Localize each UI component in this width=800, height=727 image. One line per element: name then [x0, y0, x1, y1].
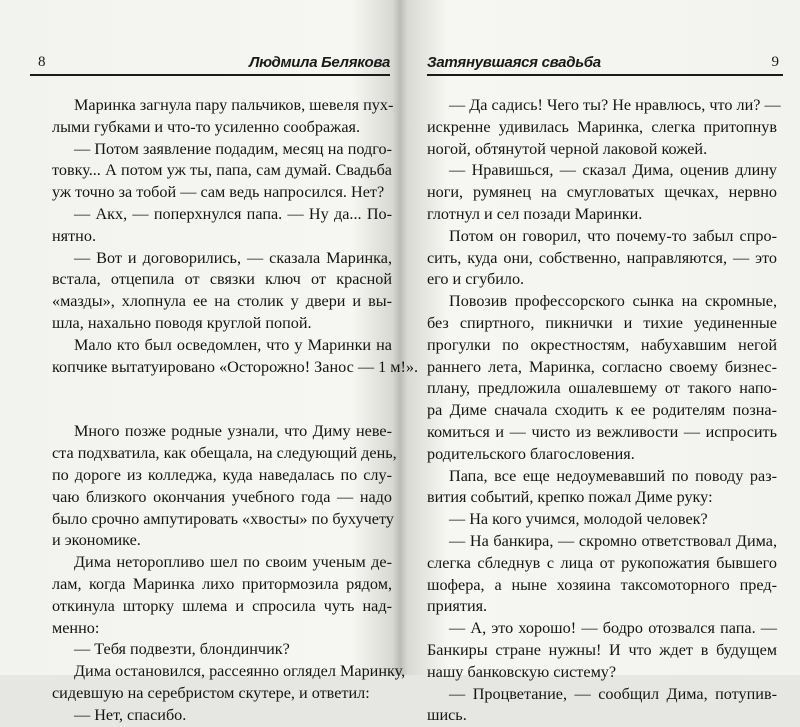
- right-page: [400, 0, 800, 725]
- text-line: Папа, все еще недоумевавший по поводу раз-: [449, 466, 777, 485]
- text-line: по дороге из колледжа, куда наведалась по слу-: [52, 465, 392, 484]
- text-line: без спиртного, пикнички и тихие уединенные: [427, 313, 777, 332]
- paragraph: [52, 705, 392, 727]
- text-line: шись.: [427, 706, 467, 725]
- paragraph: [427, 291, 777, 465]
- text-line: — На кого учимся, молодой человек?: [449, 510, 708, 529]
- left-running-head: Людмила Белякова: [249, 54, 390, 71]
- text-line: Мало кто был осведомлен, что у Маринки на: [74, 335, 392, 354]
- text-line: и экономике.: [52, 531, 141, 550]
- text-line: — Нравишься, — сказал Дима, оценив длину: [449, 161, 777, 180]
- paragraph: [52, 248, 392, 335]
- text-line: искренне удивилась Маринка, слегка притопнув: [427, 117, 777, 136]
- paragraph: [52, 204, 392, 248]
- text-line: приятия.: [427, 597, 488, 616]
- text-line: прогулки по окрестностям, набухавшим негой: [427, 335, 777, 354]
- text-line: родительского благословения.: [427, 444, 635, 463]
- text-line: — Тебя подвезти, блондинчик?: [74, 640, 290, 659]
- paragraph: [52, 639, 392, 661]
- text-line: нашу банковскую систему?: [427, 662, 617, 681]
- paragraph: [427, 684, 777, 727]
- right-page-number: 9: [771, 54, 779, 70]
- text-line: встала, отцепила от связки ключ от красной: [52, 270, 392, 289]
- paragraph: [427, 95, 781, 160]
- left-page-number: 8: [38, 54, 46, 70]
- text-line: — Да садись! Чего ты? Не нравлюсь, что ли? —: [449, 96, 781, 114]
- text-line: уж точно за тобой — сам ведь напросился. Нет?: [52, 183, 385, 202]
- text-line: копчике вытатуировано «Осторожно! Занос — 1 м!».: [52, 357, 418, 376]
- right-page-body: [427, 95, 781, 727]
- text-line: Дима остановился, рассеянно оглядел Маринку,: [74, 662, 406, 681]
- text-line: сидевшую на серебристом скутере, и ответил:: [52, 683, 370, 702]
- text-line: — Процветание, — сообщил Дима, потупив-: [449, 684, 777, 703]
- paragraph: [427, 531, 777, 618]
- paragraph: [427, 466, 777, 510]
- text-line: Дима неторопливо шел по своим ученым де-: [74, 553, 392, 572]
- text-line: глотнул и сел позади Маринки.: [427, 204, 643, 223]
- text-line: нятно.: [52, 226, 96, 245]
- text-line: — Вот и договорились, — сказала Маринка,: [74, 248, 392, 267]
- text-line: сить, куда они, собственно, направляются, — это: [427, 248, 777, 267]
- text-line: товку... А потом уж ты, папа, сам думай. Свадьба: [52, 161, 392, 180]
- text-line: вития событий, крепко пожал Диме руку:: [427, 488, 713, 507]
- text-line: лам, когда Маринка лихо притормозила рядом,: [52, 574, 392, 593]
- text-line: было срочно ампутировать «хвосты» по бухучету: [52, 509, 394, 528]
- text-line: — На банкира, — скромно ответствовал Дима,: [449, 531, 777, 550]
- paragraph: [427, 226, 777, 291]
- text-line: откинула шторку шлема и спросила чуть над-: [52, 596, 392, 615]
- text-line: Потом он говорил, что почему-то забыл спро-: [449, 226, 777, 245]
- text-line: — Акх, — поперхнулся папа. — Ну да... По-: [74, 204, 392, 223]
- text-line: ноги, румянец на смугловатых щечках, нервно: [427, 183, 777, 202]
- paragraph: [52, 661, 406, 705]
- text-line: плану, предложила ошалевшему от такого напо-: [427, 379, 777, 398]
- text-line: Маринка загнула пару пальчиков, шевеля пух-: [74, 96, 394, 114]
- text-line: Повозив профессорского сынка на скромные,: [449, 292, 777, 311]
- text-line: менно:: [52, 618, 100, 637]
- text-line: — Нет, спасибо.: [74, 705, 187, 724]
- paragraph: [52, 335, 418, 379]
- text-line: слегка сбледнув с лица от рукопожатия бывшего: [427, 553, 777, 572]
- paragraph: [52, 421, 397, 552]
- text-line: шофера, а ныне хозяина таксомоторного пред-: [427, 575, 777, 594]
- text-line: Много позже родные узнали, что Диму неве-: [74, 422, 392, 441]
- text-line: «мазды», хлопнула ее на столик у двери и вы-: [52, 292, 392, 311]
- text-line: ра Диме сначала сходить к ее родителям позна-: [427, 401, 777, 420]
- text-line: — Потом заявление подадим, месяц на подго-: [74, 139, 392, 158]
- text-line: комиться и — чисто из вежливости — испросить: [427, 422, 777, 441]
- paragraph: [52, 139, 392, 204]
- text-line: его и сгубило.: [427, 270, 525, 289]
- text-line: Банкиры стране нужны! И что ждет в будущем: [427, 640, 777, 659]
- text-line: лыми губками и что-то усиленно соображая.: [52, 117, 361, 136]
- paragraph: [52, 95, 392, 139]
- paragraph: [427, 160, 777, 225]
- left-page-header: [30, 46, 390, 76]
- paragraph: [427, 618, 777, 683]
- left-page-body: [52, 95, 418, 727]
- paragraph: [427, 509, 777, 531]
- text-line: чаю близкого окончания учебного года — надо: [52, 487, 392, 506]
- right-running-head: Затянувшаяся свадьба: [427, 54, 601, 71]
- text-line: — А, это хорошо! — бодро отозвался папа. —: [449, 619, 777, 638]
- text-line: раннего лета, Маринка, согласно своему бизнес-: [427, 357, 777, 376]
- right-page-header: [427, 46, 783, 76]
- text-line: ногой, обтянутой черной лаковой кожей.: [427, 139, 708, 158]
- text-line: шла, нахально поводя круглой попой.: [52, 313, 312, 332]
- paragraph: [52, 552, 392, 639]
- text-line: ста подхватила, как обещала, на следующий день,: [52, 444, 397, 463]
